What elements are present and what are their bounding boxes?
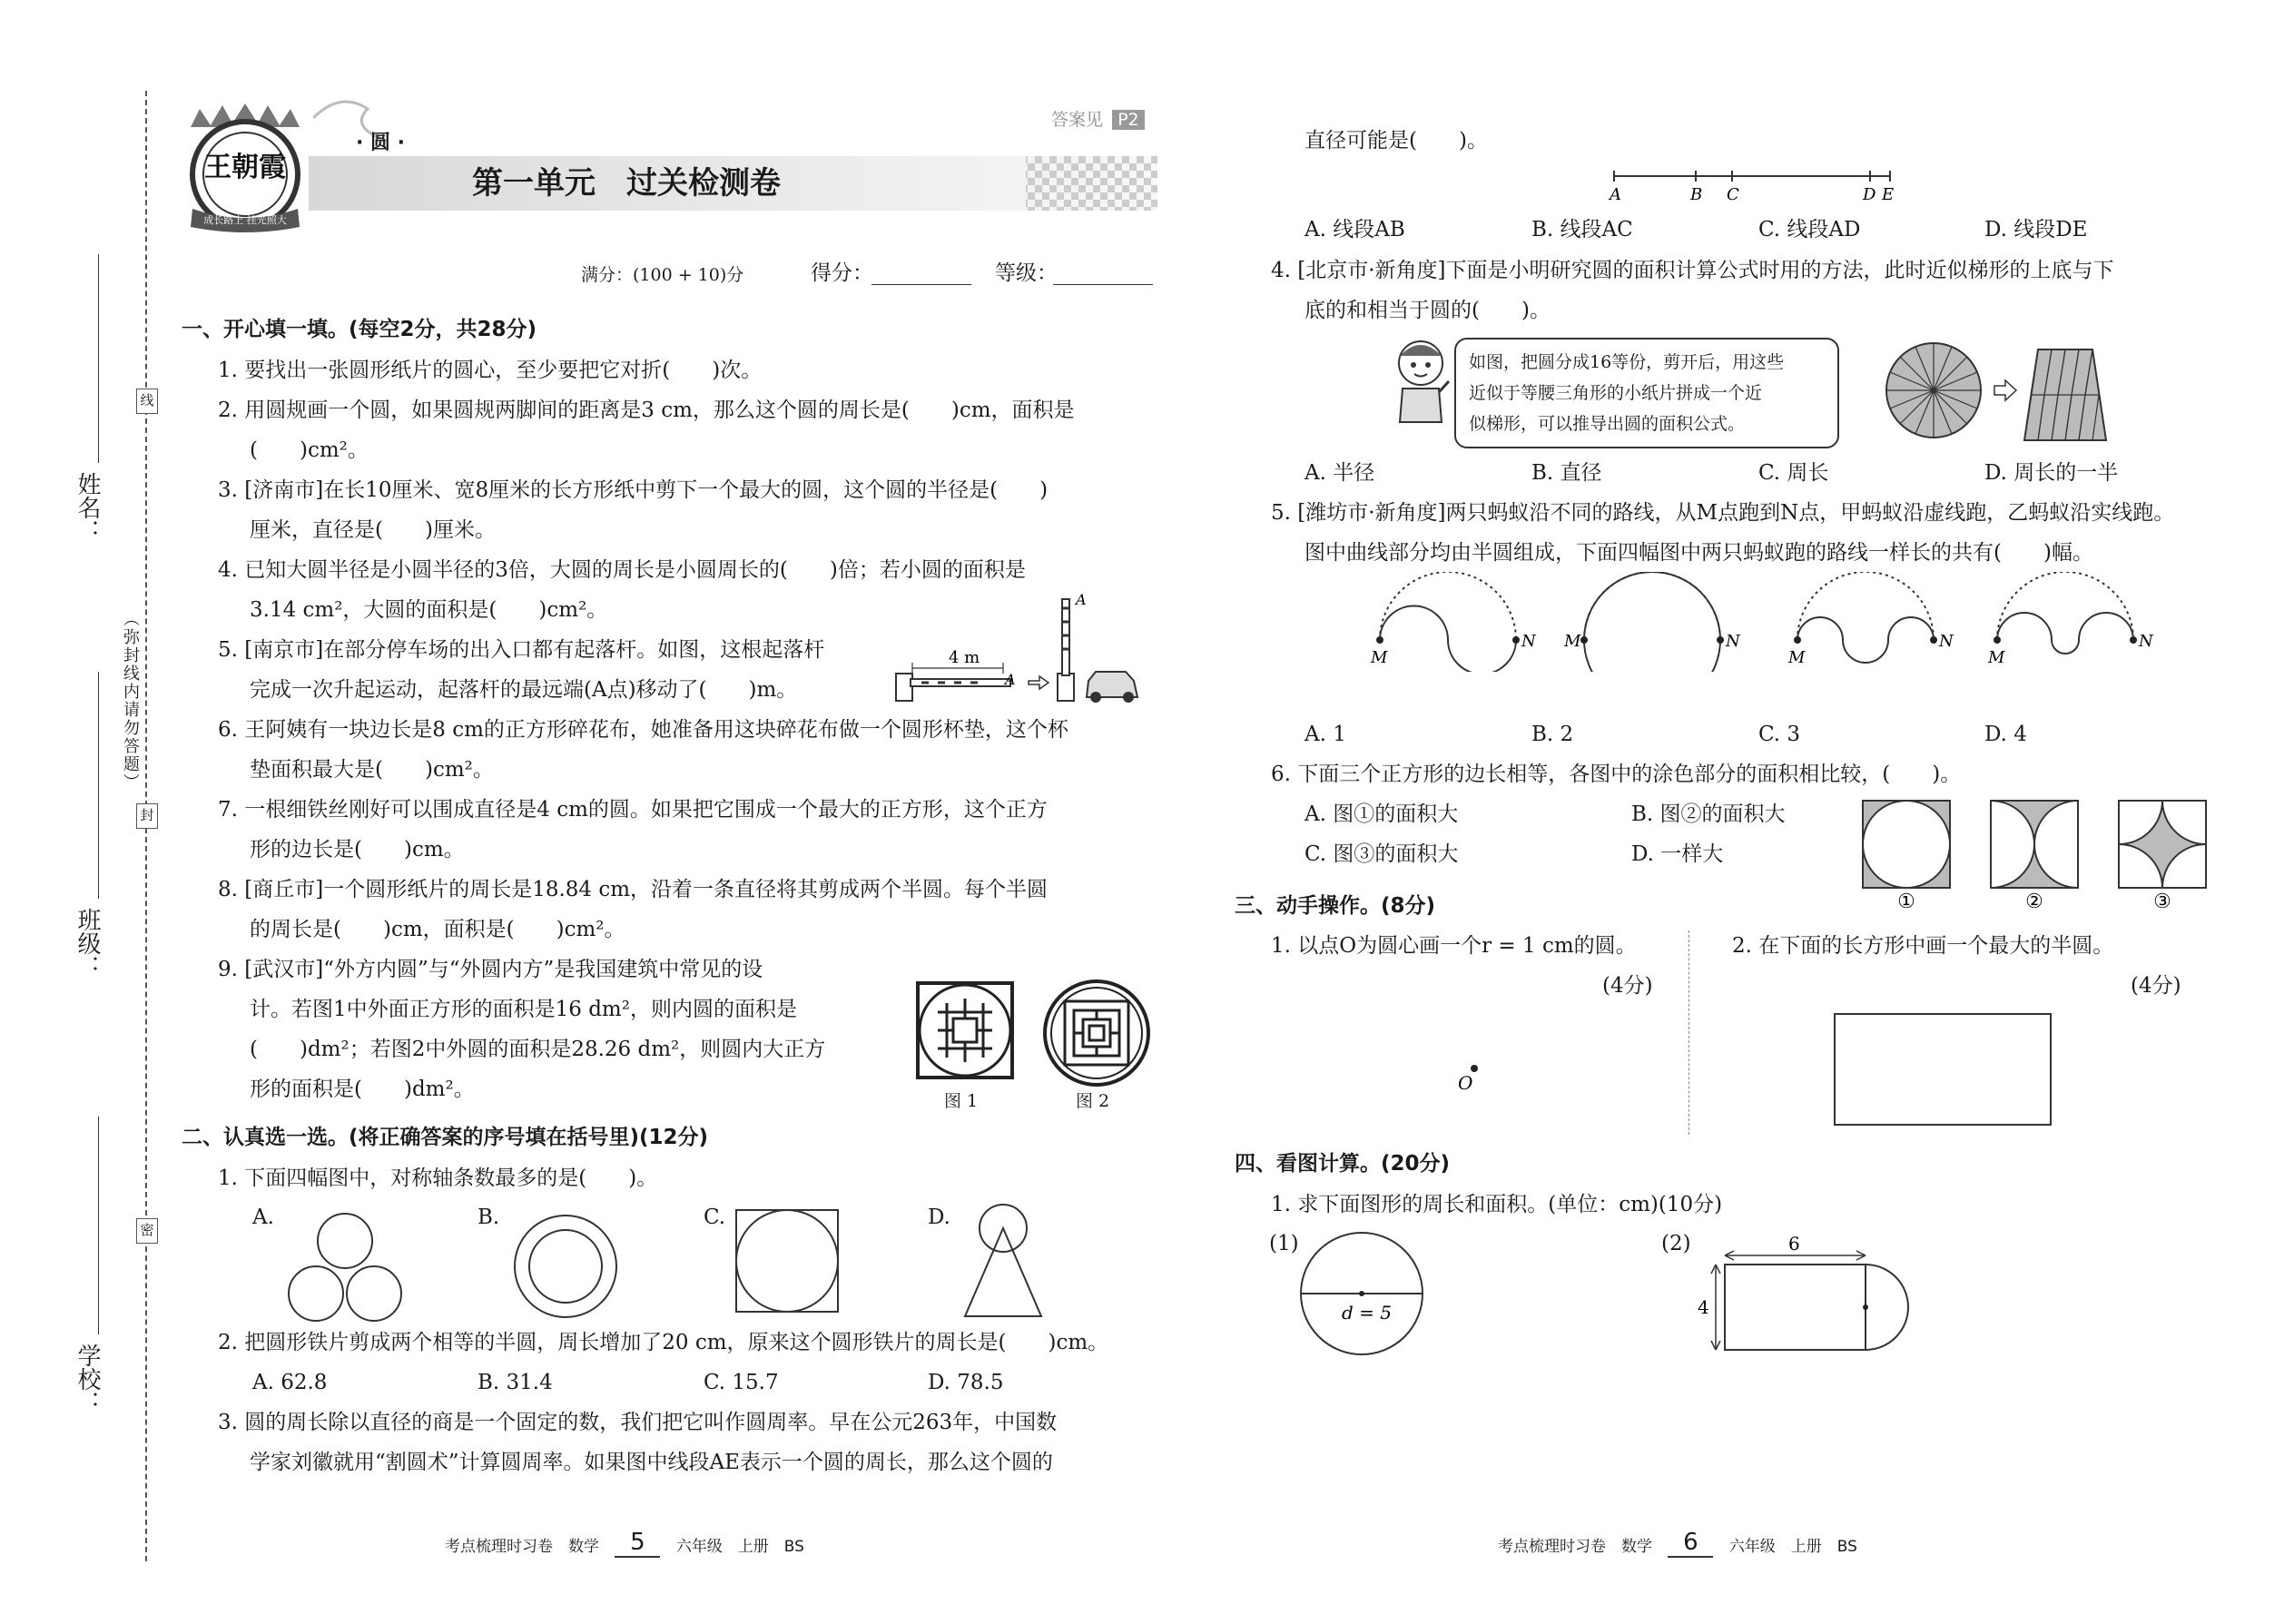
s1-q6-cont: 垫面积最大是( )cm²。	[250, 758, 494, 782]
score-field[interactable]	[871, 284, 971, 285]
brand-logo	[172, 91, 318, 236]
point-o-label: O	[1458, 1072, 1473, 1094]
s2-q5-opt-b: B. 2	[1531, 723, 1574, 746]
svg-text:A: A	[1076, 591, 1087, 608]
s2-q6-opt-d: D. 一样大	[1631, 842, 1724, 866]
option-b-ring	[507, 1212, 625, 1324]
s2-q4-opt-b: B. 直径	[1531, 461, 1602, 485]
drawing-rectangle[interactable]	[1834, 1013, 2052, 1126]
speech-bubble	[1454, 338, 1839, 448]
s2-q1-opt-d: D.	[928, 1206, 950, 1229]
s1-q7-cont: 形的边长是( )cm。	[250, 838, 465, 861]
fig3-m: M	[1788, 648, 1806, 667]
footer-right	[1498, 1530, 1857, 1560]
s2-q6-opt-b: B. 图②的面积大	[1631, 802, 1786, 826]
s2-q2: 2. 把圆形铁片剪成两个相等的半圆，周长增加了20 cm，原来这个圆形铁片的周长是( )cm。	[218, 1331, 1109, 1354]
s1-q8: 8. [商丘市]一个圆形纸片的周长是18.84 cm，沿着一条直径将其剪成两个半圆。每个半圆	[218, 878, 1049, 901]
seal-notice: （弥封线内请勿答题）	[121, 610, 140, 792]
s1-q2-cont: ( )cm²。	[250, 438, 369, 462]
s2-q1-opt-a: A.	[252, 1206, 274, 1229]
s2-q3-cont: 学家刘徽就用“割圆术”计算圆周率。如果图中线段AE表示一个圆的周长，那么这个圆的	[250, 1451, 1053, 1474]
s1-q9-l4: 形的面积是( )dm²。	[250, 1078, 475, 1101]
s3-q2-points: (4分)	[2131, 974, 2181, 998]
s2-q4-opt-d: D. 周长的一半	[1984, 461, 2119, 485]
s1-q3: 3. [济南市]在长10厘米、宽8厘米的长方形纸中剪下一个最大的圆，这个圆的半径是( )	[218, 478, 1049, 502]
footer-right-page: 6	[1668, 1529, 1713, 1558]
seal-mark-line: 线	[136, 389, 158, 414]
s2-q5-opt-a: A. 1	[1305, 723, 1346, 746]
logo-sub: 成长路上 挂光照大	[203, 214, 287, 226]
s3-q2: 2. 在下面的长方形中画一个最大的半圆。	[1732, 934, 2114, 958]
class-field[interactable]	[98, 672, 99, 899]
seal-mark-secret: 密	[136, 1218, 158, 1244]
square-num-2: ②	[2025, 891, 2043, 908]
s3-q1: 1. 以点O为圆心画一个r = 1 cm的圆。	[1271, 934, 1637, 958]
fig1-n: N	[1521, 632, 1536, 651]
s1-q2: 2. 用圆规画一个圆，如果圆规两脚间的距离是3 cm，那么这个圆的周长是( )cm，面积是	[218, 399, 1075, 422]
fig2-width-label: 6	[1788, 1233, 1800, 1255]
answer-ref: 答案见 P2	[1051, 106, 1145, 133]
outer-square-inner-circle-figure	[915, 980, 1015, 1084]
fig2-m: M	[1564, 632, 1581, 651]
s2-q4-opt-a: A. 半径	[1305, 461, 1375, 485]
section4-heading: 四、看图计算。(20分)	[1235, 1152, 1451, 1176]
s2-q3: 3. 圆的周长除以直径的商是一个固定的数，我们把它叫作圆周率。早在公元263年，中国数	[218, 1411, 1058, 1434]
s1-q7: 7. 一根细铁丝刚好可以围成直径是4 cm的圆。如果把它围成一个最大的正方形，这个正方	[218, 798, 1048, 822]
s2-q6: 6. 下面三个正方形的边长相等，各图中的涂色部分的面积相比较，( )。	[1271, 763, 1962, 786]
s4-fig2-label: (2)	[1661, 1232, 1691, 1255]
rectangle-semicircle-figure	[1689, 1230, 1925, 1361]
grade-label: 等级：	[995, 261, 1058, 285]
s1-q1: 1. 要找出一张圆形纸片的圆心，至少要把它对折( )次。	[218, 359, 763, 382]
s1-q4-cont: 3.14 cm²，大圆的面积是( )cm²。	[250, 598, 608, 622]
circle-d5-figure	[1298, 1230, 1425, 1361]
name-field[interactable]	[98, 254, 99, 463]
s1-q6: 6. 王阿姨有一块边长是8 cm的正方形碎花布，她准备用这块碎花布做一个圆形杯垫，这个杯	[218, 718, 1068, 742]
s1-q4: 4. 已知大圆半径是小圆半径的3倍，大圆的周长是小圆周长的( )倍；若小圆的面积是	[218, 558, 1026, 582]
square-num-3: ③	[2153, 891, 2171, 908]
s1-q9: 9. [武汉市]“外方内圆”与“外圆内方”是我国建筑中常见的设	[218, 958, 763, 981]
footer-left-prefix: 考点梳理时习卷 数学	[445, 1538, 599, 1556]
s2-q2-opt-d: D. 78.5	[928, 1371, 1004, 1394]
school-label: 学校：	[74, 1343, 101, 1414]
fig1-d-label: d = 5	[1342, 1302, 1392, 1324]
s1-q3-cont: 厘米，直径是( )厘米。	[250, 518, 496, 542]
s2-q3-opt-a: A. 线段AB	[1305, 218, 1405, 241]
gate-point-a: A	[1005, 671, 1016, 688]
boy-figure	[1389, 336, 1452, 439]
full-marks: 满分：(100 + 10)分	[581, 265, 744, 285]
fig4-m: M	[1988, 648, 2005, 667]
fig2-n: N	[1726, 632, 1740, 651]
s2-q2-opt-c: C. 15.7	[704, 1371, 779, 1394]
gate-length-label: 4 m	[949, 648, 980, 667]
school-field[interactable]	[98, 1117, 99, 1334]
class-label: 班级：	[74, 908, 101, 979]
fig1-caption: 图 1	[944, 1091, 979, 1111]
s2-q6-opt-c: C. 图③的面积大	[1305, 842, 1459, 866]
s2-q1-opt-b: B.	[478, 1206, 500, 1229]
s2-q2-opt-b: B. 31.4	[478, 1371, 553, 1394]
outer-circle-inner-square-figure	[1042, 979, 1151, 1091]
s1-q9-l2: 计。若图1中外面正方形的面积是16 dm²，则内圆的面积是	[250, 998, 797, 1021]
s2-q5-opt-d: D. 4	[1984, 723, 2027, 746]
ant-path-figures	[1362, 572, 2161, 675]
section3-heading: 三、动手操作。(8分)	[1235, 894, 1436, 918]
seg-b: B	[1690, 185, 1703, 204]
subject-tag: · 圆 ·	[356, 132, 406, 154]
fig3-n: N	[1939, 632, 1954, 651]
footer-left-page: 5	[615, 1529, 660, 1558]
s2-q3-opt-b: B. 线段AC	[1531, 218, 1633, 241]
answer-page-badge: P2	[1112, 110, 1145, 130]
s1-q5-cont: 完成一次升起运动，起落杆的最远端(A点)移动了( )m。	[250, 678, 798, 702]
s2-q5-cont: 图中曲线部分均由半圆组成，下面四幅图中两只蚂蚁跑的路线一样长的共有( )幅。	[1305, 541, 2093, 565]
s2-q1: 1. 下面四幅图中，对称轴条数最多的是( )。	[218, 1166, 658, 1190]
logo-text: 王朝霞	[204, 152, 286, 183]
fig2-height-label: 4	[1698, 1296, 1709, 1318]
barrier-gate-figure	[894, 590, 1157, 707]
s1-q8-cont: 的周长是( )cm，面积是( )cm²。	[250, 918, 625, 941]
point-o[interactable]	[1456, 1060, 1492, 1100]
seal-mark-seal: 封	[136, 803, 158, 829]
segment-ae-figure	[1607, 163, 1897, 208]
s2-q4-opt-c: C. 周长	[1758, 461, 1829, 485]
s3-q1-points: (4分)	[1602, 974, 1653, 998]
s2-q2-opt-a: A. 62.8	[252, 1371, 328, 1394]
grade-field[interactable]	[1053, 284, 1153, 285]
s4-q1: 1. 求下面图形的周长和面积。(单位：cm)(10分)	[1271, 1193, 1723, 1216]
shaded-squares-figure	[1861, 799, 2215, 911]
s2-q3-cont2: 直径可能是( )。	[1305, 129, 1488, 153]
name-label: 姓名：	[74, 472, 101, 543]
s2-q3-opt-d: D. 线段DE	[1984, 218, 2088, 241]
section2-heading: 二、认真选一选。(将正确答案的序号填在括号里)(12分)	[182, 1126, 709, 1149]
seg-d: D	[1863, 185, 1876, 204]
s2-q5: 5. [潍坊市·新角度]两只蚂蚁沿不同的路线，从M点跑到N点，甲蚂蚁沿虚线跑，乙蚂蚁沿实线跑。	[1271, 501, 2175, 525]
page-title: 第一单元 过关检测卷	[472, 165, 781, 202]
footer-right-suffix: 六年级 上册 BS	[1728, 1538, 1857, 1556]
s1-q9-l3: ( )dm²；若图2中外圆的面积是28.26 dm²，则圆内大正方	[250, 1038, 826, 1061]
s2-q1-opt-c: C.	[704, 1206, 726, 1229]
square-num-1: ①	[1897, 891, 1915, 908]
fig2-caption: 图 2	[1076, 1091, 1110, 1111]
bubble-line-1: 如图，把圆分成16等份，剪开后，用这些	[1469, 352, 1785, 372]
s1-q5: 5. [南京市]在部分停车场的出入口都有起落杆。如图，这根起落杆	[218, 638, 825, 662]
bubble-line-3: 似梯形，可以推导出圆的面积公式。	[1469, 414, 1746, 434]
circle-sectors-to-trapezoid-figure	[1884, 340, 2111, 448]
seg-e: E	[1882, 185, 1895, 204]
footer-right-prefix: 考点梳理时习卷 数学	[1498, 1538, 1652, 1556]
section1-heading: 一、开心填一填。(每空2分，共28分)	[182, 318, 537, 341]
option-c-square-circle	[733, 1207, 842, 1320]
s2-q3-opt-c: C. 线段AD	[1758, 218, 1861, 241]
s4-fig1-label: (1)	[1269, 1232, 1299, 1255]
seg-a: A	[1610, 185, 1621, 204]
s2-q4-cont: 底的和相当于圆的( )。	[1305, 299, 1551, 322]
footer-left-suffix: 六年级 上册 BS	[675, 1538, 804, 1556]
fig4-n: N	[2139, 632, 2153, 651]
bubble-line-2: 近似于等腰三角形的小纸片拼成一个近	[1469, 383, 1763, 403]
option-a-three-circles	[281, 1212, 409, 1334]
fig1-m: M	[1371, 648, 1388, 667]
s2-q6-opt-a: A. 图①的面积大	[1305, 802, 1459, 826]
option-d-circle-triangle	[958, 1203, 1049, 1324]
s2-q5-opt-c: C. 3	[1758, 723, 1801, 746]
s2-q4: 4. [北京市·新角度]下面是小明研究圆的面积计算公式时用的方法，此时近似梯形的上底与下	[1271, 259, 2114, 282]
score-label: 得分：	[811, 261, 873, 285]
footer-left	[445, 1530, 804, 1560]
seg-c: C	[1727, 185, 1739, 204]
